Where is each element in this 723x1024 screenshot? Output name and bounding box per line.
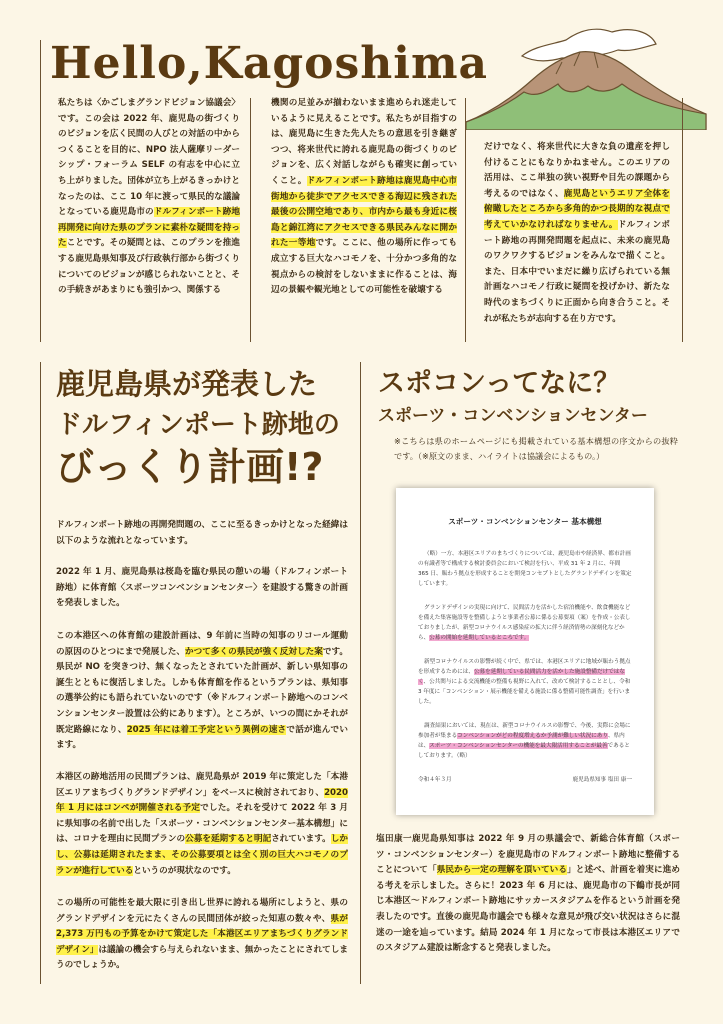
- text-run: ことです。その疑問とは、このプランを推進する鹿児島県知事及び行政執行部から街づくりについてのビジョンが感じられないことと、その手続きがあまりにも強引かつ、関係する: [58, 238, 240, 296]
- highlighted-text: ドルフィンポート跡地は鹿児島中心市街地から徒歩でアクセスできる海辺に残された最後の公開空地であり、市内から最も身近に桜島と錦江湾にアクセスできる県民みんなに開かれた一等地: [271, 175, 457, 249]
- left-heading-main: びっくり計画: [56, 445, 285, 489]
- left-paragraph-1: [56, 518, 348, 549]
- text-run: ドルフィンポート跡地の再開発問題の、ここに至るきっかけとなった経緯は以下のような流れとなっています。: [56, 520, 348, 546]
- text-run: 、公共関与による交流機能の整備も視野に入れて、改めて検討することとし、令和 3 年度に「コンベンション・展示機能を備える施設に係る整備可能性調査」を行いました。: [418, 679, 631, 705]
- document-paragraph: [418, 721, 632, 761]
- left-heading-line-1: 鹿児島県が発表した: [56, 367, 318, 401]
- highlighted-text: 公募を延期すると明記: [185, 834, 272, 845]
- text-run: この場所の可能性を最大限に引き出し世界に誇れる場所にしようと、県のグランドデザインを元にたくさんの民間団体が絞った知恵の数々や、: [56, 898, 348, 924]
- text-run: は議論の機会すら与えられないまま、無かったことにされてしまうのでしょうか。: [56, 944, 348, 971]
- sakurajima-volcano-illustration: [462, 22, 710, 130]
- left-heading-line-2: ドルフィンポート跡地の: [56, 410, 340, 440]
- text-run: （略）一方、本港区エリアのまちづくりについては、鹿児島市や経済界、都市計画の有識者等で構成する検討委員会において検討を行い、平成 31 年 2 月に、年間 365 日、賑わう拠点を形成することを開発コンセプトとしたグランドデザインを策定しています。: [418, 551, 632, 587]
- highlighted-text: スポーツ・コンベンションセンターの機能を最大限活用することが最善: [429, 743, 608, 749]
- highlighted-text: かつて多くの県民が強く反対した案: [185, 646, 323, 657]
- text-run: 」と述べ、計画を着実に進める考えを示しました。さらに！2023 年 6 月には、鹿児島市の下鶴市長が同じ本港区〜ドルフィンポート跡地にサッカースタジアムを作るという計画を発表したのです。直後の鹿児島市議会でも様々な意見が飛び交い状況はさらに混迷の一途を辿っています。結局 2024 年 1 月になって市長は本港区エリアでのスタジアム建設は断念すると発表しました。: [376, 865, 680, 954]
- intro-column-2: [271, 96, 457, 299]
- text-run: 調査結果においては、現在は、新型コロナウイルスの影響で、今後、実際に会場に参加者が集まる: [418, 723, 631, 739]
- left-heading-exclaim: !?: [284, 445, 324, 489]
- basic-plan-document: [396, 488, 654, 815]
- text-run: だけでなく、将来世代に大きな負の遺産を押し付けることにもなりかねません。このエリアの活用は、ここ単独の狭い視野や目先の課題から考えるのではなく、: [484, 142, 670, 199]
- right-paragraph: [376, 832, 680, 957]
- right-heading: スポコンってなに？: [378, 368, 621, 399]
- text-run: 塩田康一鹿児島県知事は 2022 年 9 月の県議会で、新総合体育館（スポーツ・コンベンションセンター）を鹿児島市のドルフィンポート跡地に整備することについて「: [376, 834, 680, 876]
- highlighted-text: 2020 年 1 月にはコンペが開催される予定: [56, 787, 348, 814]
- highlighted-text: しかし、公募は延期されたまま、その公募要項とは全く別の巨大ハコモノのプランが進行している: [56, 834, 348, 876]
- text-run: 、県内は、: [418, 733, 625, 749]
- document-paragraph: [418, 603, 632, 643]
- column-divider: [40, 40, 41, 342]
- text-run: です。ここに、他の場所に作っても成立する巨大なハコモノを、十分かつ多角的な視点からの検討をしないままに作ることは、海辺の景観や観光地としての可能性を破壊する: [271, 238, 457, 296]
- highlighted-text: コンベンションがどの程度増えるか予測が難しい状況にあり: [457, 733, 608, 739]
- text-run: です。県民が NO を突きつけ、無くなったとされていた計画が、新しい県知事の誕生とともに復活しました。しかも体育館を作るというプランは、県知事の選挙公約にも語られていないのです（※ドルフィンポート跡地へのコンベンションセンター設置は公約にあります）。ところが、いつの間にかそれが既定路線になり、: [56, 646, 348, 735]
- column-divider: [465, 98, 466, 342]
- highlighted-text: 県民から一定の理解を頂いている: [436, 865, 568, 876]
- left-paragraph-3: [56, 629, 348, 754]
- intro-column-3: [484, 140, 670, 327]
- document-paragraph: [418, 657, 632, 707]
- document-paragraph: [418, 549, 632, 589]
- text-run: であるとしております。（略）: [418, 743, 630, 759]
- document-signature: 鹿児島県知事 塩田 康一: [572, 777, 632, 783]
- text-run: というのが現状なのです。: [133, 865, 236, 876]
- highlighted-text: ドルフィンポート跡地再開発に向けた県のプランに素朴な疑問を持った: [58, 207, 240, 249]
- column-divider: [682, 98, 683, 342]
- text-run: 本港区の跡地活用の民間プランは、鹿児島県が 2019 年に策定した「本港区エリアまちづくりグランドデザイン」をベースに検討されており、: [56, 772, 348, 798]
- section-divider: [360, 362, 361, 984]
- highlighted-text: 鹿児島というエリア全体を俯瞰したところから多角的かつ長期的な視点で考えていかなければなりません。: [484, 188, 670, 230]
- left-paragraph-5: [56, 896, 348, 974]
- text-run: 私たちは〈かごしまグランドビジョン協議会〉です。この会は 2022 年、鹿児島の街づくりのビジョンを広く民間の人びとの対話の中からつくることを目的に、NPO 法人薩摩リーダーシップ・フォーラム SELF の有志を中心に立ち上がりました。団体が立ち上がるきっかけとなったのは、ここ 10 年に渡って県民的な議論となっている鹿児島市の: [58, 98, 240, 218]
- left-paragraph-2: [56, 565, 348, 612]
- right-subheading: スポーツ・コンベンションセンター: [378, 406, 648, 426]
- left-paragraph-4: [56, 770, 348, 879]
- text-run: この本港区への体育館の建設計画は、9 年前に当時の知事のリコール運動の原因のひとつにまで発展した、: [56, 631, 348, 657]
- right-note: ※こちらは県のホームページにも掲載されている基本構想の序文からの抜粋です。（※原文のまま、ハイライトは協議会によるもの。）: [394, 436, 678, 461]
- highlighted-text: 公募を延期している民間活力を活かした施設整備だけではなく: [418, 669, 625, 685]
- text-run: 2022 年 1 月、鹿児島県は桜島を臨む県民の憩いの場（ドルフィンポート跡地）に体育館〈スポーツコンベンションセンター〉を建設する驚きの計画を発表しました。: [56, 567, 348, 609]
- text-run: 機関の足並みが揃わないまま進められ迷走しているように見えることです。私たちが目指すのは、鹿児島に生きた先人たちの意思を引き継ぎつつ、将来世代に誇れる鹿児島の街づくりのビジョンを、広く対話しながらも確実に創っていくこと。: [271, 98, 457, 186]
- document-title: スポーツ・コンベンションセンター 基本構想: [448, 517, 602, 526]
- page-title: Hello,Kagoshima: [50, 38, 489, 89]
- text-run: ドルフィンポート跡地の再開発問題を起点に、未来の鹿児島のワクワクするビジョンをみんなで描くこと。また、日本中でいまだに繰り広げられている無計画なハコモノ行政に疑問を投げかけ、新たな時代のまちづくりに正面から向き合うこと。それが私たちが志向する在り方です。: [484, 219, 670, 324]
- text-run: 新型コロナウイルスの影響が続く中で、県では、本港区エリアに地域が賑わう拠点を形成するためには、: [418, 659, 631, 675]
- document-date: 令和４年３月: [418, 777, 452, 783]
- text-run: でした。それを受けて 2022 年 3 月に県知事の名前で出した「スポーツ・コンベンションセンター基本構想」には、コロナを理由に民間プランの: [56, 803, 348, 845]
- intro-column-1: [58, 96, 240, 299]
- highlighted-text: 県が 2,373 万円もの予算をかけて策定した「本港区エリアまちづくりグランドデザイン」: [56, 913, 348, 955]
- column-divider: [250, 98, 251, 342]
- text-run: グランドデザインの実現に向けて、民間活力を活かした宿泊機能や、飲食機能などを備えた集客施設等を整備しようと事業者公募に係る公募要項（案）を作成・公表しておりましたが、新型コロナウイルス感染症の拡大に伴う経済情勢の深刻化などから、: [418, 605, 631, 641]
- left-heading-line-3: [56, 445, 324, 489]
- highlighted-text: 公募の開始を延期しているところです。: [429, 635, 530, 641]
- text-run: されています。: [271, 834, 331, 845]
- text-run: で話が進んでいます。: [56, 724, 348, 751]
- highlighted-text: 2025 年には着工予定という異例の速さ: [126, 724, 287, 735]
- section-divider: [40, 362, 41, 984]
